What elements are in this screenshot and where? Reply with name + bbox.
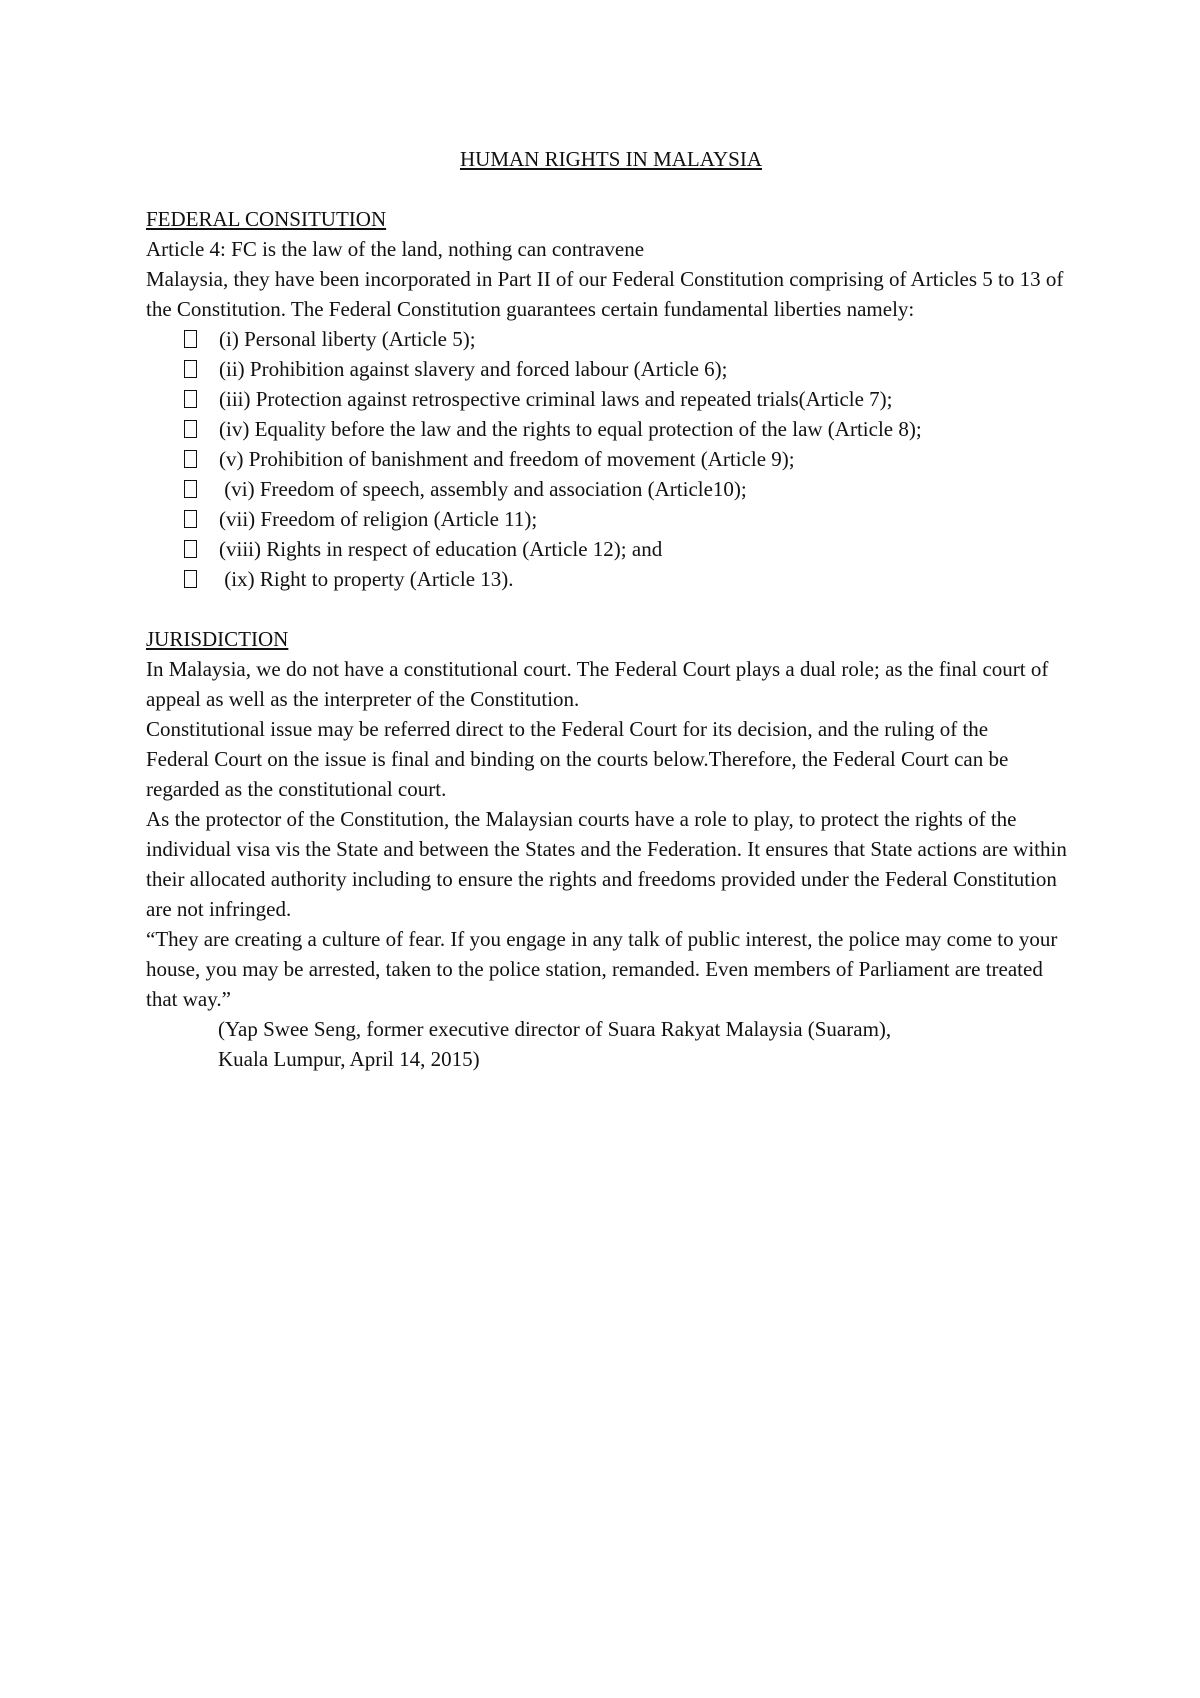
bullet-box-icon — [184, 390, 197, 408]
list-item-text: (i) Personal liberty (Article 5); — [219, 327, 476, 351]
list-item-text: (iii) Protection against retrospective criminal laws and repeated trials(Article 7); — [219, 387, 893, 411]
document-title: HUMAN RIGHTS IN MALAYSIA — [460, 147, 762, 171]
list-item — [146, 564, 1076, 594]
list-item-text: (vi) Freedom of speech, assembly and association (Article10); — [219, 477, 747, 501]
bullet-box-icon — [184, 480, 197, 498]
bullet-box-icon — [184, 510, 197, 528]
article-4-line: Article 4: FC is the law of the land, nothing can contravene — [146, 237, 645, 261]
jurisdiction-paragraph-2b: Federal Court on the issue is final and binding on the courts below.Therefore, the Federal Court can be regarded as the constitutional court. — [146, 747, 1009, 801]
quote-citation-line-2: Kuala Lumpur, April 14, 2015) — [218, 1047, 480, 1071]
section-spacer — [146, 594, 1076, 624]
jurisdiction-paragraph-1: In Malaysia, we do not have a constitutional court. The Federal Court plays a dual role; as the final court of appeal as well as the interpreter of the Constitution. — [146, 657, 1049, 711]
bullet-box-icon — [184, 360, 197, 378]
bullet-box-icon — [184, 540, 197, 558]
list-item — [146, 444, 1076, 474]
bullet-box-icon — [184, 330, 197, 348]
section-heading-jurisdiction: JURISDICTION — [146, 627, 289, 651]
list-item — [146, 504, 1076, 534]
quote-citation-line-1: (Yap Swee Seng, former executive director of Suara Rakyat Malaysia (Suaram), — [218, 1017, 892, 1041]
bullet-box-icon — [184, 450, 197, 468]
list-item — [146, 384, 1076, 414]
jurisdiction-paragraph-3: As the protector of the Constitution, the Malaysian courts have a role to play, to protect the rights of the individual visa vis the State and between the States and the Federation. It ensures that State actions are within their allocated authority including to ensure the rights and freedoms provided under the Federal Constitution are not infringed. — [146, 807, 1067, 921]
list-item-text: (vii) Freedom of religion (Article 11); — [219, 507, 538, 531]
list-item-text: (iv) Equality before the law and the rights to equal protection of the law (Article 8); — [219, 417, 922, 441]
bullet-box-icon — [184, 570, 197, 588]
list-item — [146, 354, 1076, 384]
liberties-intro-paragraph: Malaysia, they have been incorporated in Part II of our Federal Constitution comprising of Articles 5 to 13 of the Constitution. The Federal Constitution guarantees certain fundamental liberties namely: — [146, 267, 1064, 321]
list-item — [146, 474, 1076, 504]
list-item-text: (ix) Right to property (Article 13). — [219, 567, 514, 591]
list-item — [146, 414, 1076, 444]
list-item — [146, 324, 1076, 354]
section-heading-federal-constitution: FEDERAL CONSITUTION — [146, 207, 387, 231]
list-item-text: (viii) Rights in respect of education (Article 12); and — [219, 537, 663, 561]
bullet-box-icon — [184, 420, 197, 438]
quote-paragraph: “They are creating a culture of fear. If you engage in any talk of public interest, the police may come to your house, you may be arrested, taken to the police station, remanded. Even members of Parliament are treated that way.” — [146, 927, 1058, 1011]
fundamental-liberties-list — [146, 324, 1076, 594]
list-item — [146, 534, 1076, 564]
jurisdiction-paragraph-2a: Constitutional issue may be referred direct to the Federal Court for its decision, and the ruling of the — [146, 717, 989, 741]
list-item-text: (ii) Prohibition against slavery and forced labour (Article 6); — [219, 357, 728, 381]
list-item-text: (v) Prohibition of banishment and freedom of movement (Article 9); — [219, 447, 795, 471]
document-body — [146, 144, 1076, 1074]
